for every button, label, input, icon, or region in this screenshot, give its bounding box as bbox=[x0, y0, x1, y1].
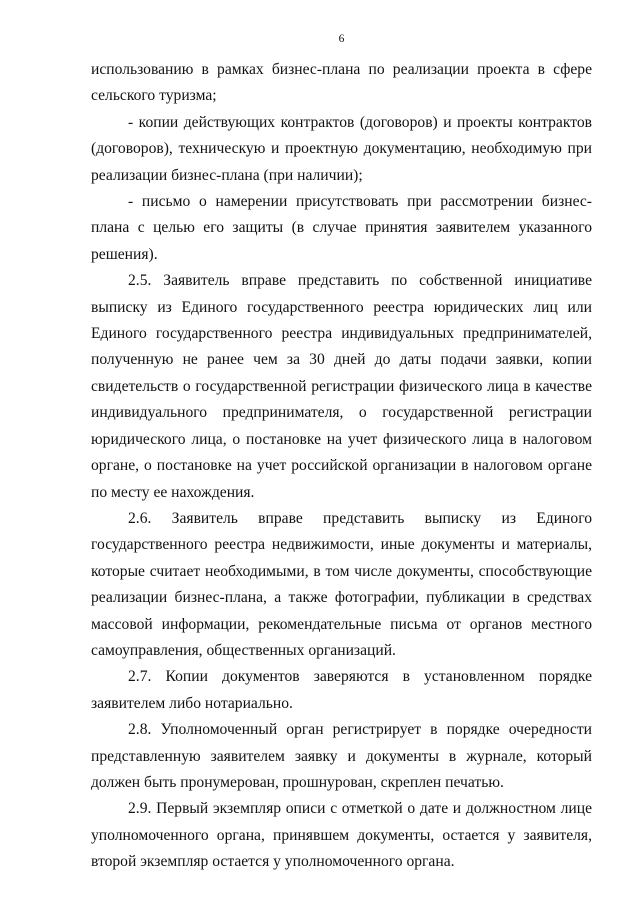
paragraph-2-6: 2.6. Заявитель вправе представить выписку из Единого государственного реестра недвижимости, иные документы и материалы, которые считает необходимыми, в том числе документы, способствующие реализации бизнес-плана, а также фотографии, публикации в средствах массовой информации, рекомендательные письма от органов местного самоуправления, общественных организаций. bbox=[91, 509, 592, 659]
paragraph-2-7: 2.7. Копии документов заверяются в установленном порядке заявителем либо нотариально. bbox=[91, 668, 592, 712]
document-page bbox=[91, 0, 592, 905]
list-item-contracts: - копии действующих контрактов (договоров) и проекты контрактов (договоров), техническую и проектную документацию, необходимую при реализации бизнес-плана (при наличии); bbox=[91, 113, 592, 184]
paragraph-2-8: 2.8. Уполномоченный орган регистрирует в порядке очередности представленную заявителем заявку и документы в журнале, который должен быть пронумерован, прошнурован, скреплен печатью. bbox=[91, 721, 592, 791]
page-number: 6 bbox=[338, 33, 345, 45]
paragraph-2-9: 2.9. Первый экземпляр описи с отметкой о дате и должностном лице уполномоченного органа, принявшем документы, остается у заявителя, второй экземпляр остается у уполномоченного органа. bbox=[91, 800, 592, 871]
list-item-intent-letter: - письмо о намерении присутствовать при рассмотрении бизнес-плана с целью его защиты (в случае принятия заявителем указанного решения). bbox=[91, 193, 592, 263]
paragraph-continuation: использованию в рамках бизнес-плана по реализации проекта в сфере сельского туризма; bbox=[91, 61, 592, 105]
paragraph-2-5: 2.5. Заявитель вправе представить по собственной инициативе выписку из Единого государственного реестра юридических лиц или Единого государственного реестра индивидуальных предпринимателей, полученную не ранее чем за 30 дней до даты подачи заявки, копии свидетельств о государственной регистрации физического лица в качестве индивидуального предпринимателя, о государственной регистрации юридического лица, о постановке на учет физического лица в налоговом органе, о постановке на учет российской организации в налоговом органе по месту ее нахождения. bbox=[91, 272, 592, 501]
document-body bbox=[91, 57, 592, 876]
